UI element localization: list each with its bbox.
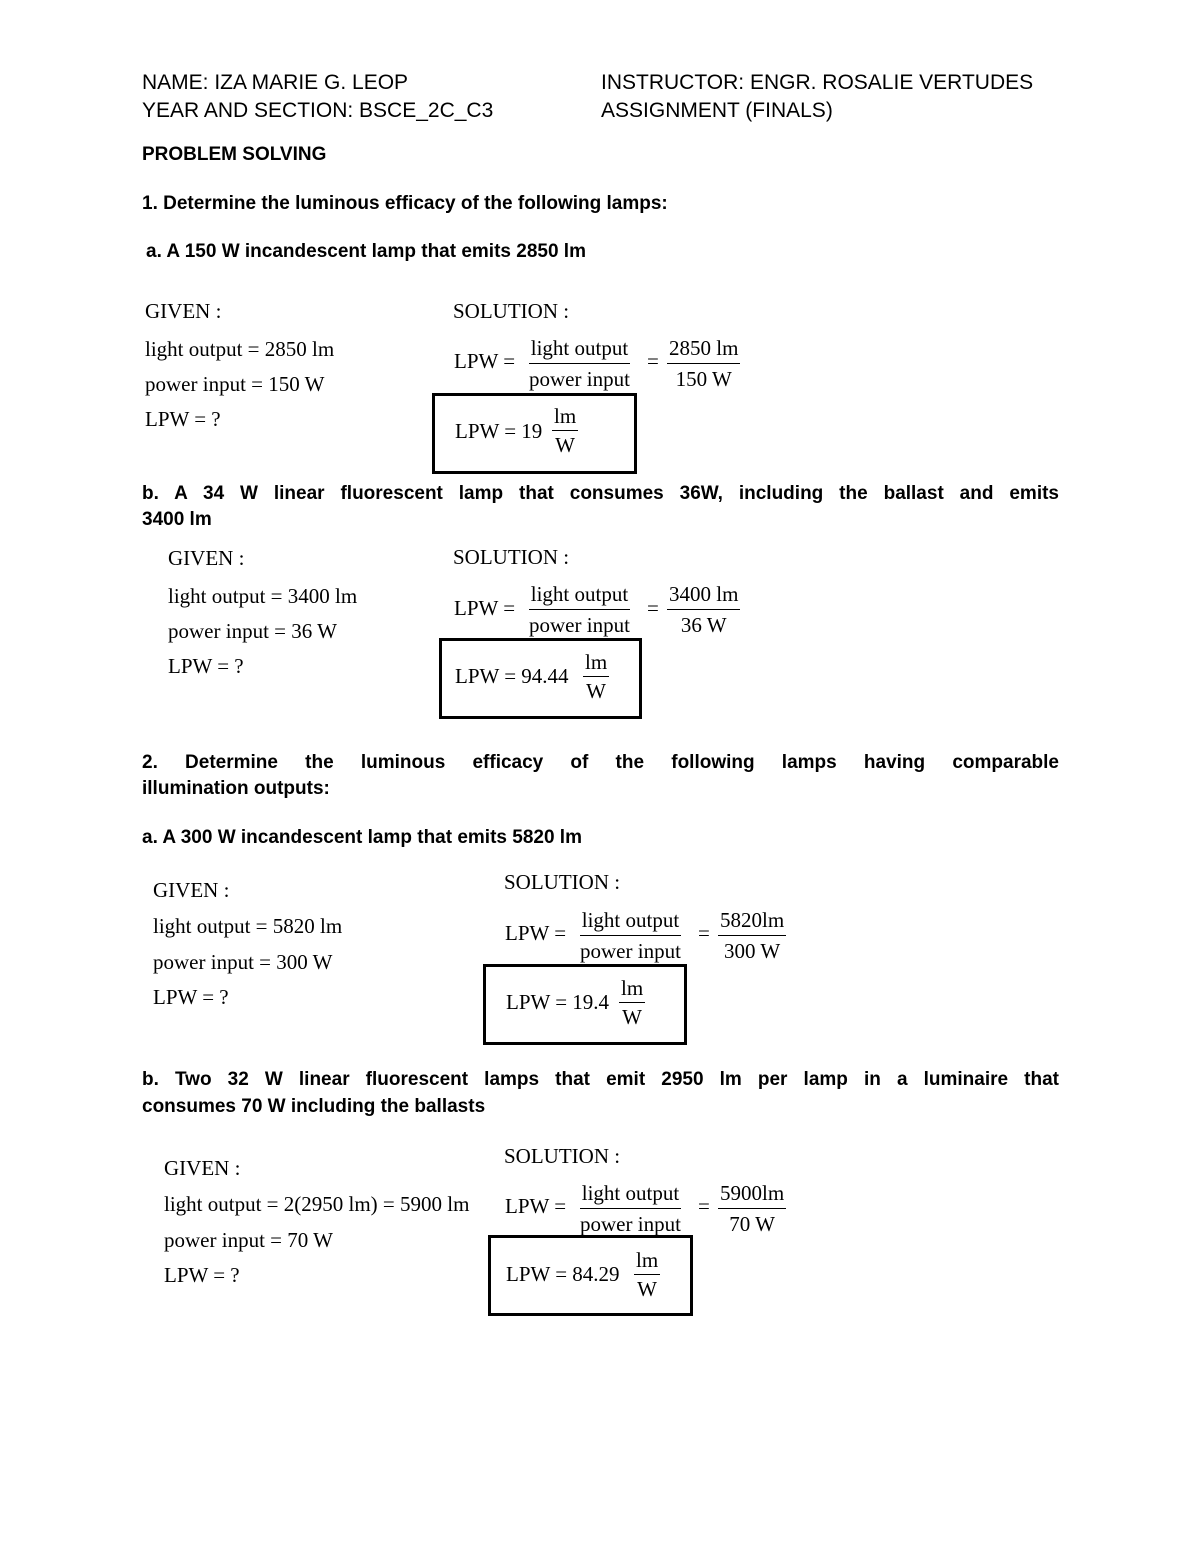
value-numerator: 5820lm [718, 905, 786, 936]
formula-fraction-2b [578, 1178, 683, 1239]
question-1: 1. Determine the luminous efficacy of the following lamps: [142, 193, 668, 214]
question-2b-line1: b. Two 32 W linear fluorescent lamps that emit 2950 lm per lamp in a luminaire that [142, 1069, 1059, 1090]
unit-denominator: W [555, 433, 575, 457]
answer-lhs-2a: LPW = 19.4 [506, 990, 610, 1014]
value-numerator: 3400 lm [667, 579, 740, 610]
question-1b-line2: 3400 lm [142, 509, 212, 530]
given-light-output-2b: light output = 2(2950 lm) = 5900 lm [164, 1192, 470, 1216]
equals-sign-2b: = [698, 1194, 710, 1218]
formula-fraction-1a [527, 333, 632, 394]
formula-denominator: power input [580, 939, 681, 963]
given-light-output-2a: light output = 5820 lm [153, 914, 343, 938]
lpw-lhs-1a: LPW = [454, 349, 516, 373]
lpw-lhs-2b: LPW = [505, 1194, 567, 1218]
given-lpw-1b: LPW = ? [168, 654, 244, 678]
solution-label-2b: SOLUTION : [504, 1144, 621, 1168]
year-section: YEAR AND SECTION: BSCE_2C_C3 [142, 99, 494, 122]
formula-denominator: power input [580, 1212, 681, 1236]
value-fraction-1a [667, 333, 740, 394]
solution-label-1a: SOLUTION : [453, 299, 570, 323]
value-numerator: 5900lm [718, 1178, 786, 1209]
answer-unit-1a [552, 402, 578, 459]
answer-lhs-1b: LPW = 94.44 [455, 664, 569, 688]
student-name: NAME: IZA MARIE G. LEOP [142, 71, 409, 94]
question-2-line2: illumination outputs: [142, 778, 330, 799]
given-label-1b: GIVEN : [168, 546, 245, 570]
given-light-output-1a: light output = 2850 lm [145, 337, 335, 361]
formula-numerator: light output [580, 1178, 681, 1209]
instructor: INSTRUCTOR: ENGR. ROSALIE VERTUDES [601, 71, 1034, 94]
unit-numerator: lm [552, 402, 578, 431]
given-lpw-2a: LPW = ? [153, 985, 229, 1009]
value-denominator: 36 W [680, 613, 727, 637]
formula-numerator: light output [529, 333, 630, 364]
given-power-input-2b: power input = 70 W [164, 1228, 333, 1252]
given-label-2b: GIVEN : [164, 1156, 241, 1180]
equals-sign-1a: = [647, 349, 659, 373]
answer-unit-2a [619, 974, 645, 1031]
solution-label-2a: SOLUTION : [504, 870, 621, 894]
answer-unit-1b [583, 648, 609, 705]
given-power-input-1b: power input = 36 W [168, 619, 337, 643]
given-light-output-1b: light output = 3400 lm [168, 584, 358, 608]
formula-denominator: power input [529, 367, 630, 391]
answer-lhs-2b: LPW = 84.29 [506, 1262, 620, 1286]
formula-fraction-2a [578, 905, 683, 966]
value-fraction-2a [718, 905, 786, 966]
lpw-lhs-2a: LPW = [505, 921, 567, 945]
value-fraction-1b [667, 579, 740, 640]
question-2b-line2: consumes 70 W including the ballasts [142, 1096, 486, 1117]
unit-denominator: W [622, 1005, 642, 1029]
value-denominator: 150 W [675, 367, 732, 391]
question-1b-line1: b. A 34 W linear fluorescent lamp that consumes 36W, including the ballast and emits [142, 483, 1059, 504]
value-denominator: 300 W [723, 939, 781, 963]
question-2-line1: 2. Determine the luminous efficacy of the following lamps having comparable [142, 752, 1059, 773]
formula-numerator: light output [529, 579, 630, 610]
equals-sign-2a: = [698, 921, 710, 945]
question-1a: a. A 150 W incandescent lamp that emits 2850 lm [146, 241, 586, 262]
given-power-input-2a: power input = 300 W [153, 950, 333, 974]
answer-unit-2b [634, 1246, 660, 1303]
unit-denominator: W [637, 1277, 657, 1301]
unit-numerator: lm [619, 974, 645, 1003]
answer-lhs-1a: LPW = 19 [455, 419, 543, 443]
question-2a: a. A 300 W incandescent lamp that emits 5820 lm [142, 827, 582, 848]
given-lpw-2b: LPW = ? [164, 1263, 240, 1287]
solution-label-1b: SOLUTION : [453, 545, 570, 569]
given-label-1a: GIVEN : [145, 299, 222, 323]
given-lpw-1a: LPW = ? [145, 407, 221, 431]
formula-denominator: power input [529, 613, 630, 637]
unit-denominator: W [586, 679, 606, 703]
value-numerator: 2850 lm [667, 333, 740, 364]
unit-numerator: lm [634, 1246, 660, 1275]
given-label-2a: GIVEN : [153, 878, 230, 902]
given-power-input-1a: power input = 150 W [145, 372, 325, 396]
value-denominator: 70 W [729, 1212, 775, 1236]
formula-numerator: light output [580, 905, 681, 936]
section-title: PROBLEM SOLVING [142, 144, 327, 165]
equals-sign-1b: = [647, 596, 659, 620]
lpw-lhs-1b: LPW = [454, 596, 516, 620]
value-fraction-2b [718, 1178, 786, 1239]
assignment-label: ASSIGNMENT (FINALS) [601, 99, 833, 122]
formula-fraction-1b [527, 579, 632, 640]
unit-numerator: lm [583, 648, 609, 677]
